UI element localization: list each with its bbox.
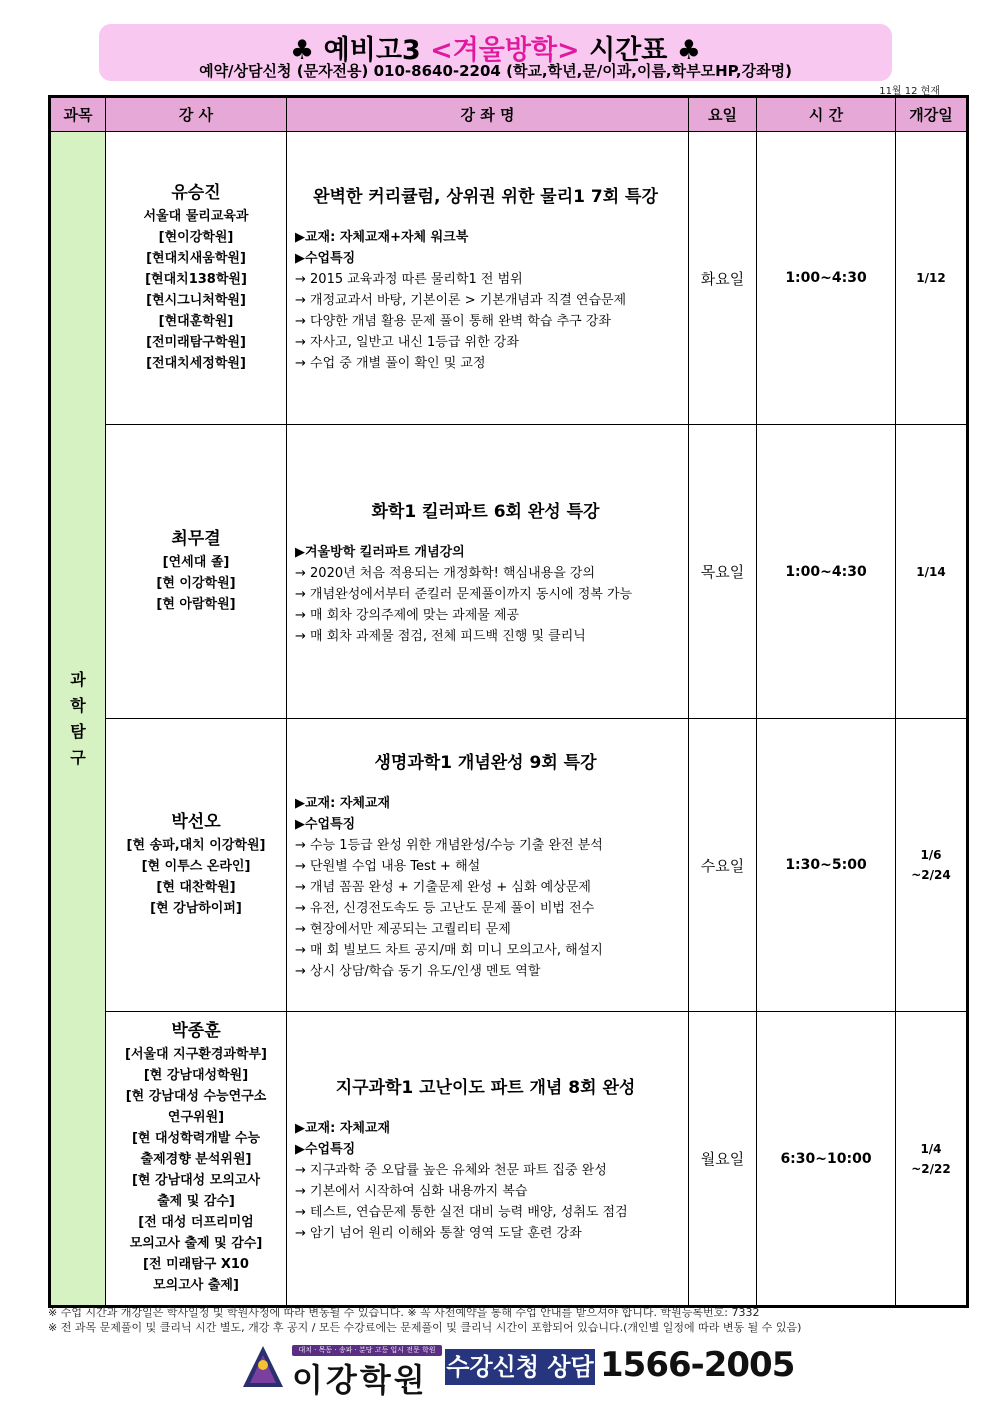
- footnote: ※ 수업 시간과 개강일은 학사일정 및 학원사정에 따라 변동될 수 있습니다. ※ 꼭 사전예약을 통해 수업 안내를 받으셔야 합니다. 학원등록번호: 7332: [48, 1306, 760, 1319]
- teacher-credential: [연세대 졸]: [162, 554, 230, 570]
- table-row: [50, 1012, 968, 1307]
- table-row: [50, 132, 968, 425]
- course-section-heading: ▶교재: 자체교재: [295, 1121, 391, 1136]
- course-feature: → 유전, 신경전도속도 등 고난도 문제 풀이 비법 전수: [295, 901, 595, 916]
- start-date: ~2/24: [911, 868, 951, 882]
- start-date-cell: [896, 425, 968, 719]
- course-feature: → 현장에서만 제공되는 고퀄리티 문제: [295, 922, 511, 937]
- teacher-credential: [현 이강학원]: [156, 575, 236, 591]
- teacher-credential: 모의고사 출제 및 감수]: [129, 1236, 263, 1251]
- teacher-credential: 모의고사 출제]: [153, 1278, 239, 1293]
- subject-char: 탐: [70, 721, 86, 741]
- course-feature: → 상시 상담/학습 동기 유도/인생 멘토 역할: [295, 964, 541, 979]
- teacher-credential: [현 강남대성학원]: [143, 1068, 249, 1083]
- teacher-name: 최무결: [171, 528, 221, 549]
- time-cell: 6:30~10:00: [757, 1012, 896, 1307]
- course-feature: → 개념완성에서부터 준킬러 문제풀이까지 동시에 정복 가능: [295, 586, 633, 602]
- day-cell: 월요일: [689, 1012, 757, 1307]
- start-date: 1/4: [920, 1141, 942, 1156]
- teacher-name: 박종훈: [171, 1021, 221, 1041]
- course-cell: [287, 719, 689, 1012]
- course-feature: → 기본에서 시작하여 심화 내용까지 복습: [295, 1184, 528, 1199]
- course-feature: → 수능 1등급 완성 위한 개념완성/수능 기출 완전 분석: [295, 838, 603, 853]
- start-date-cell: [896, 132, 968, 425]
- day-cell: 화요일: [689, 132, 757, 425]
- start-date: 1/6: [920, 848, 942, 862]
- teacher-credential: [현 강남하이퍼]: [150, 900, 242, 916]
- subject-char: 구: [70, 747, 86, 767]
- teacher-credential: [현 강남대성 수능연구소: [125, 1089, 267, 1104]
- course-section-heading: ▶교재: 자체교재+자체 워크북: [295, 230, 469, 245]
- start-date: 1/12: [916, 271, 946, 285]
- start-date: 1/14: [916, 564, 946, 579]
- teacher-credential: 출제경향 분석위원]: [140, 1152, 252, 1167]
- course-feature: → 개정교과서 바탕, 기본이론 > 기본개념과 직결 연습문제: [295, 293, 627, 308]
- day-cell: 수요일: [689, 719, 757, 1012]
- teacher-credential: [전미래탐구학원]: [146, 334, 246, 350]
- teacher-cell: [106, 132, 287, 425]
- course-feature: → 2015 교육과정 따른 물리학1 전 범위: [295, 272, 523, 287]
- col-header-day: 요일: [689, 97, 757, 132]
- course-title: 생명과학1 개념완성 9회 특강: [374, 753, 597, 773]
- teacher-credential: [현 대성학력개발 수능: [131, 1131, 260, 1146]
- course-section-heading: ▶겨울방학 킬러파트 개념강의: [295, 544, 465, 560]
- title-suffix: 시간표 ♣: [589, 35, 701, 66]
- teacher-credential: 출제 및 감수]: [157, 1194, 235, 1209]
- day-cell: 목요일: [689, 425, 757, 719]
- course-section-heading: ▶수업특징: [295, 1142, 356, 1157]
- start-date-cell: [896, 719, 968, 1012]
- footer-banner: [240, 1343, 795, 1399]
- start-date-cell: [896, 1012, 968, 1307]
- teacher-name: 박선오: [171, 811, 221, 832]
- teacher-credential: [전대치세정학원]: [146, 355, 246, 371]
- course-title: 완벽한 커리큘럼, 상위권 위한 물리1 7회 특강: [313, 187, 658, 207]
- teacher-credential: [현 강남대성 모의고사: [131, 1173, 260, 1188]
- course-feature: → 2020년 처음 적용되는 개정화학! 핵심내용을 강의: [295, 565, 596, 581]
- teacher-credential: [현대치138학원]: [145, 271, 247, 287]
- time-cell: 1:30~5:00: [757, 719, 896, 1012]
- teacher-credential: [현이강학원]: [158, 229, 234, 245]
- course-section-heading: ▶수업특징: [295, 251, 356, 266]
- course-feature: → 개념 꼼꼼 완성 + 기출문제 완성 + 심화 예상문제: [295, 880, 591, 895]
- subject-char: 과: [70, 669, 86, 689]
- teacher-credential: [현 대찬학원]: [156, 879, 236, 895]
- col-header-teacher: 강 사: [106, 97, 287, 132]
- time-cell: 1:00~4:30: [757, 425, 896, 719]
- subject-char: 학: [70, 695, 86, 715]
- teacher-credential: [현대훈학원]: [158, 313, 234, 329]
- teacher-credential: 서울대 물리교육과: [143, 208, 249, 224]
- teacher-credential: 연구위원]: [167, 1110, 225, 1125]
- teacher-cell: [106, 719, 287, 1012]
- table-row: [50, 425, 968, 719]
- course-feature: → 테스트, 연습문제 통한 실전 대비 능력 배양, 성취도 점검: [295, 1205, 628, 1220]
- teacher-credential: [서울대 지구환경과학부]: [125, 1047, 267, 1062]
- logo-tagline: 대치 · 목동 · 송파 · 분당 고등 입시 전문 학원: [292, 1345, 442, 1356]
- course-feature: → 자사고, 일반고 내신 1등급 위한 강좌: [295, 335, 519, 350]
- subject-cell: [50, 132, 106, 1307]
- teacher-cell: [106, 425, 287, 719]
- title-prefix: ♣ 예비고3: [290, 35, 421, 66]
- course-cell: [287, 132, 689, 425]
- course-feature: → 매 회 빌보드 차트 공지/매 회 미니 모의고사, 해설지: [295, 943, 603, 958]
- table-header-row: [50, 97, 968, 132]
- teacher-credential: [현대치새움학원]: [146, 250, 246, 266]
- as-of-date: 11월 12 현재: [879, 86, 940, 97]
- header-banner: [99, 24, 892, 81]
- academy-name: 이강학원: [292, 1361, 428, 1399]
- contact-subtitle: 예약/상담신청 (문자전용) 010-8640-2204 (학교,학년,문/이과,이름,학부모HP,강좌명): [199, 62, 792, 80]
- course-feature: → 지구과학 중 오답률 높은 유체와 천문 파트 집중 완성: [295, 1163, 607, 1178]
- col-header-start: 개강일: [896, 97, 968, 132]
- course-feature: → 다양한 개념 활용 문제 풀이 통해 완벽 학습 추구 강좌: [295, 314, 611, 329]
- start-date: ~2/22: [911, 1161, 951, 1176]
- course-feature: → 암기 넘어 원리 이해와 통찰 영역 도달 훈련 강좌: [295, 1226, 582, 1241]
- course-title: 지구과학1 고난이도 파트 개념 8회 완성: [335, 1078, 636, 1098]
- teacher-credential: [현시그니처학원]: [146, 292, 246, 308]
- phone-number[interactable]: 1566-2005: [600, 1345, 795, 1385]
- course-feature: → 단원별 수업 내용 Test + 해설: [295, 859, 481, 874]
- teacher-cell: [106, 1012, 287, 1307]
- teacher-credential: [현 이투스 온라인]: [141, 858, 251, 874]
- academy-logo-icon: [240, 1343, 286, 1391]
- course-section-heading: ▶교재: 자체교재: [295, 796, 391, 811]
- teacher-credential: [전 미래탐구 X10: [143, 1257, 249, 1272]
- footnote: ※ 전 과목 문제풀이 및 클리닉 시간 별도, 개강 후 공지 / 모든 수강료에는 문제풀이 및 클리닉 시간이 포함되어 있습니다.(개인별 일정에 따라 변동 될 수 있음): [48, 1321, 802, 1334]
- course-feature: → 매 회차 강의주제에 맞는 과제물 제공: [295, 607, 520, 623]
- course-feature: → 수업 중 개별 풀이 확인 및 교정: [295, 356, 486, 371]
- course-cell: [287, 1012, 689, 1307]
- footnotes: [48, 1305, 801, 1335]
- course-section-heading: ▶수업특징: [295, 817, 356, 832]
- title-highlight: <겨울방학>: [430, 35, 580, 66]
- enroll-badge[interactable]: 수강신청 상담: [445, 1349, 595, 1385]
- teacher-name: 유승진: [171, 182, 221, 203]
- col-header-course: 강 좌 명: [287, 97, 689, 132]
- course-feature: → 매 회차 과제물 점검, 전체 피드백 진행 및 클리닉: [295, 628, 586, 644]
- table-row: [50, 719, 968, 1012]
- teacher-credential: [전 대성 더프리미엄: [138, 1215, 254, 1230]
- time-cell: 1:00~4:30: [757, 132, 896, 425]
- teacher-credential: [현 송파,대치 이강학원]: [126, 837, 266, 853]
- teacher-credential: [현 아람학원]: [156, 596, 236, 612]
- course-cell: [287, 425, 689, 719]
- course-title: 화학1 킬러파트 6회 완성 특강: [371, 501, 600, 522]
- col-header-subject: 과목: [50, 97, 106, 132]
- timetable: [48, 95, 969, 1308]
- col-header-time: 시 간: [757, 97, 896, 132]
